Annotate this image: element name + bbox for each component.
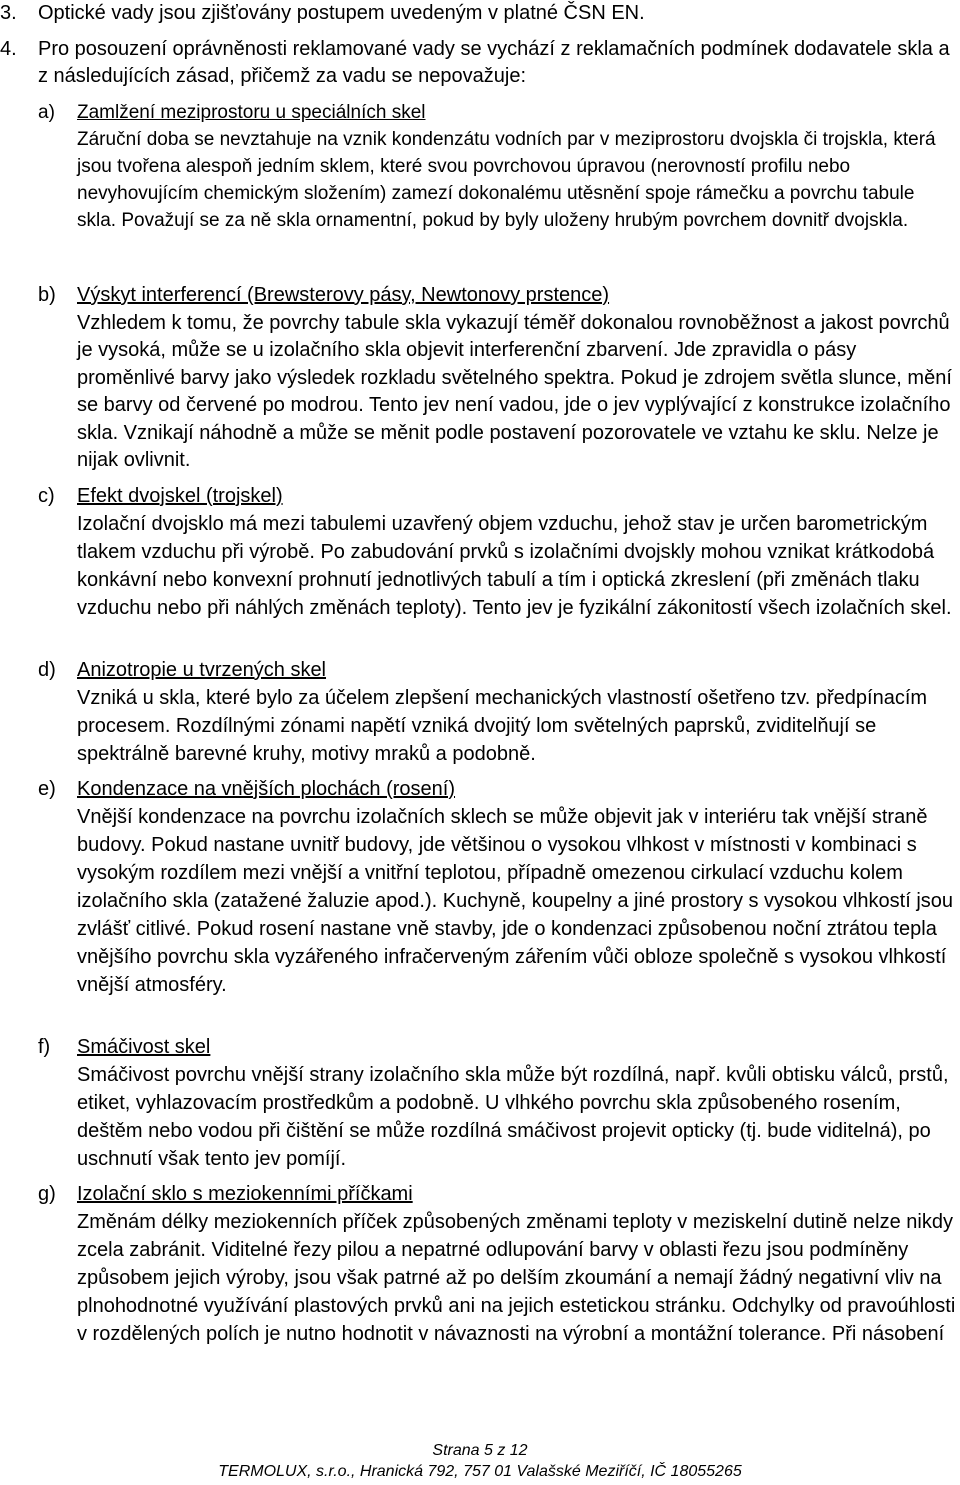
- section-b: [0, 282, 960, 475]
- numbered-item-3: [0, 0, 960, 27]
- section-heading: Zamlžení meziprostoru u speciálních skel: [77, 102, 426, 123]
- item-text: Optické vady jsou zjišťovány postupem uvedeným v platné ČSN EN.: [38, 2, 645, 24]
- section-a: [0, 99, 960, 234]
- section-heading: Smáčivost skel: [77, 1036, 211, 1058]
- section-body: Vzhledem k tomu, že povrchy tabule skla vykazují téměř dokonalou rovnoběžnost a jakost povrchů je vysoká, může se u izolačního skla objevit interferenční zbarvení. Jde zpravidla o pásy proměnlivé barvy jako výsledek rozkladu světelného spektra. Pokud je zdrojem světla slunce, mění se barvy od červené po modrou. Tento jev není vadou, jde o jev vyplývající z konstrukce izolačního skla. Vznikají náhodně a může se měnit podle postavení pozorovatele ve vztahu ke sklu. Nelze je nijak ovlivnit.: [77, 311, 952, 471]
- section-body: Vzniká u skla, které bylo za účelem zlepšení mechanických vlastností ošetřeno tzv. předpínacím procesem. Rozdílnými zónami napětí vzniká dvojitý lom světelných paprsků, zviditelňují se spektrálně barevné kruhy, motivy mraků a podobně.: [77, 687, 928, 765]
- section-letter: e): [38, 778, 56, 800]
- page-number: Strana 5 z 12: [432, 1442, 528, 1459]
- section-f: [0, 1033, 960, 1173]
- section-heading: Izolační sklo s meziokenními příčkami: [77, 1183, 413, 1205]
- section-letter: d): [38, 659, 56, 681]
- company-footer: TERMOLUX, s.r.o., Hranická 792, 757 01 Valašské Meziříčí, IČ 18055265: [218, 1463, 742, 1480]
- item-number: 3.: [0, 2, 17, 24]
- section-heading: Efekt dvojskel (trojskel): [77, 485, 283, 507]
- section-body: Změnám délky meziokenních příček způsobených změnami teploty v meziskelní dutině nelze nikdy zcela zabránit. Viditelné řezy pilou a nepatrné odlupování barvy v oblasti řezu jsou podmíněny způsobem jejich výroby, jsou však patrné až po delším zkoumání a nemají žádný negativní vliv na plnohodnotné využívání plastových prvků ani na jejich estetickou stránku. Odchylky od pravoúhlosti v rozdělených polích je nutno hodnotit v návaznosti na výrobní a montážní tolerance. Při násobení: [77, 1211, 956, 1345]
- section-letter: a): [38, 102, 55, 123]
- section-body: Izolační dvojsklo má mezi tabulemi uzavřený objem vzduchu, jehož stav je určen barometrickým tlakem vzduchu při výrobě. Po zabudování prvků s izolačními dvojskly mohou vznikat krátkodobá konkávní nebo konvexní prohnutí jednotlivých tabulí a tím i optická zkreslení (při změnách tlaku vzduchu nebo při náhlých změnách teploty). Tento jev je fyzikální zákonitostí všech izolačních skel.: [77, 513, 952, 619]
- numbered-item-4: [0, 36, 960, 90]
- section-c: [0, 482, 960, 622]
- section-g: [0, 1180, 960, 1348]
- item-text: Pro posouzení oprávněnosti reklamované vady se vychází z reklamačních podmínek dodavatele skla a z následujících zásad, přičemž za vadu se nepovažuje:: [38, 38, 950, 87]
- section-letter: f): [38, 1036, 51, 1058]
- section-body: Záruční doba se nevztahuje na vznik kondenzátu vodních par v meziprostoru dvojskla či trojskla, která jsou tvořena alespoň jedním sklem, které svou povrchovou úpravou (nerovností profilu nebo nevyhovujícím chemickým složením) zamezí dokonalému utěsnění spoje rámečku a povrchu tabule skla. Považují se za ně skla ornamentní, pokud by byly uloženy hrubým povrchem dovnitř dvojskla.: [77, 129, 936, 231]
- section-heading: Výskyt interferencí (Brewsterovy pásy, Newtonovy prstence): [77, 284, 610, 306]
- section-letter: g): [38, 1183, 56, 1205]
- section-letter: b): [38, 284, 56, 306]
- section-body: Smáčivost povrchu vnější strany izolačního skla může být rozdílná, např. kvůli obtisku válců, prstů, etiket, vyhlazovacím prostředkům a podobně. U vlhkého povrchu skla způsobeného rosením, deštěm nebo vodou při čištění se může rozdílná smáčivost projevit opticky (tj. bude viditelná), po uschnutí však tento jev pomíjí.: [77, 1064, 949, 1170]
- section-d: [0, 656, 960, 768]
- section-heading: Kondenzace na vnějších plochách (rosení): [77, 778, 456, 800]
- item-number: 4.: [0, 38, 17, 60]
- section-e: [0, 775, 960, 999]
- section-body: Vnější kondenzace na povrchu izolačních sklech se může objevit jak v interiéru tak vnější straně budovy. Pokud nastane uvnitř budovy, jde většinou o vysokou vlhkost v místnosti v kombinaci s vysokým rozdílem mezi vnější a vnitřní teplotou, případně omezenou cirkulací vzduchu kolem izolačního skla (zatažené žaluzie apod.). Kuchyně, koupelny a jiné prostory s vysokou vlhkostí jsou zvlášť citlivé. Pokud rosení nastane vně stavby, jde o kondenzaci způsobenou noční ztrátou tepla vnějšího povrchu skla vyzářeného infračerveným zářením vůči obloze společně s vysokou vlhkostí vnější atmosféry.: [77, 806, 954, 996]
- section-heading: Anizotropie u tvrzených skel: [77, 659, 327, 681]
- section-letter: c): [38, 485, 55, 507]
